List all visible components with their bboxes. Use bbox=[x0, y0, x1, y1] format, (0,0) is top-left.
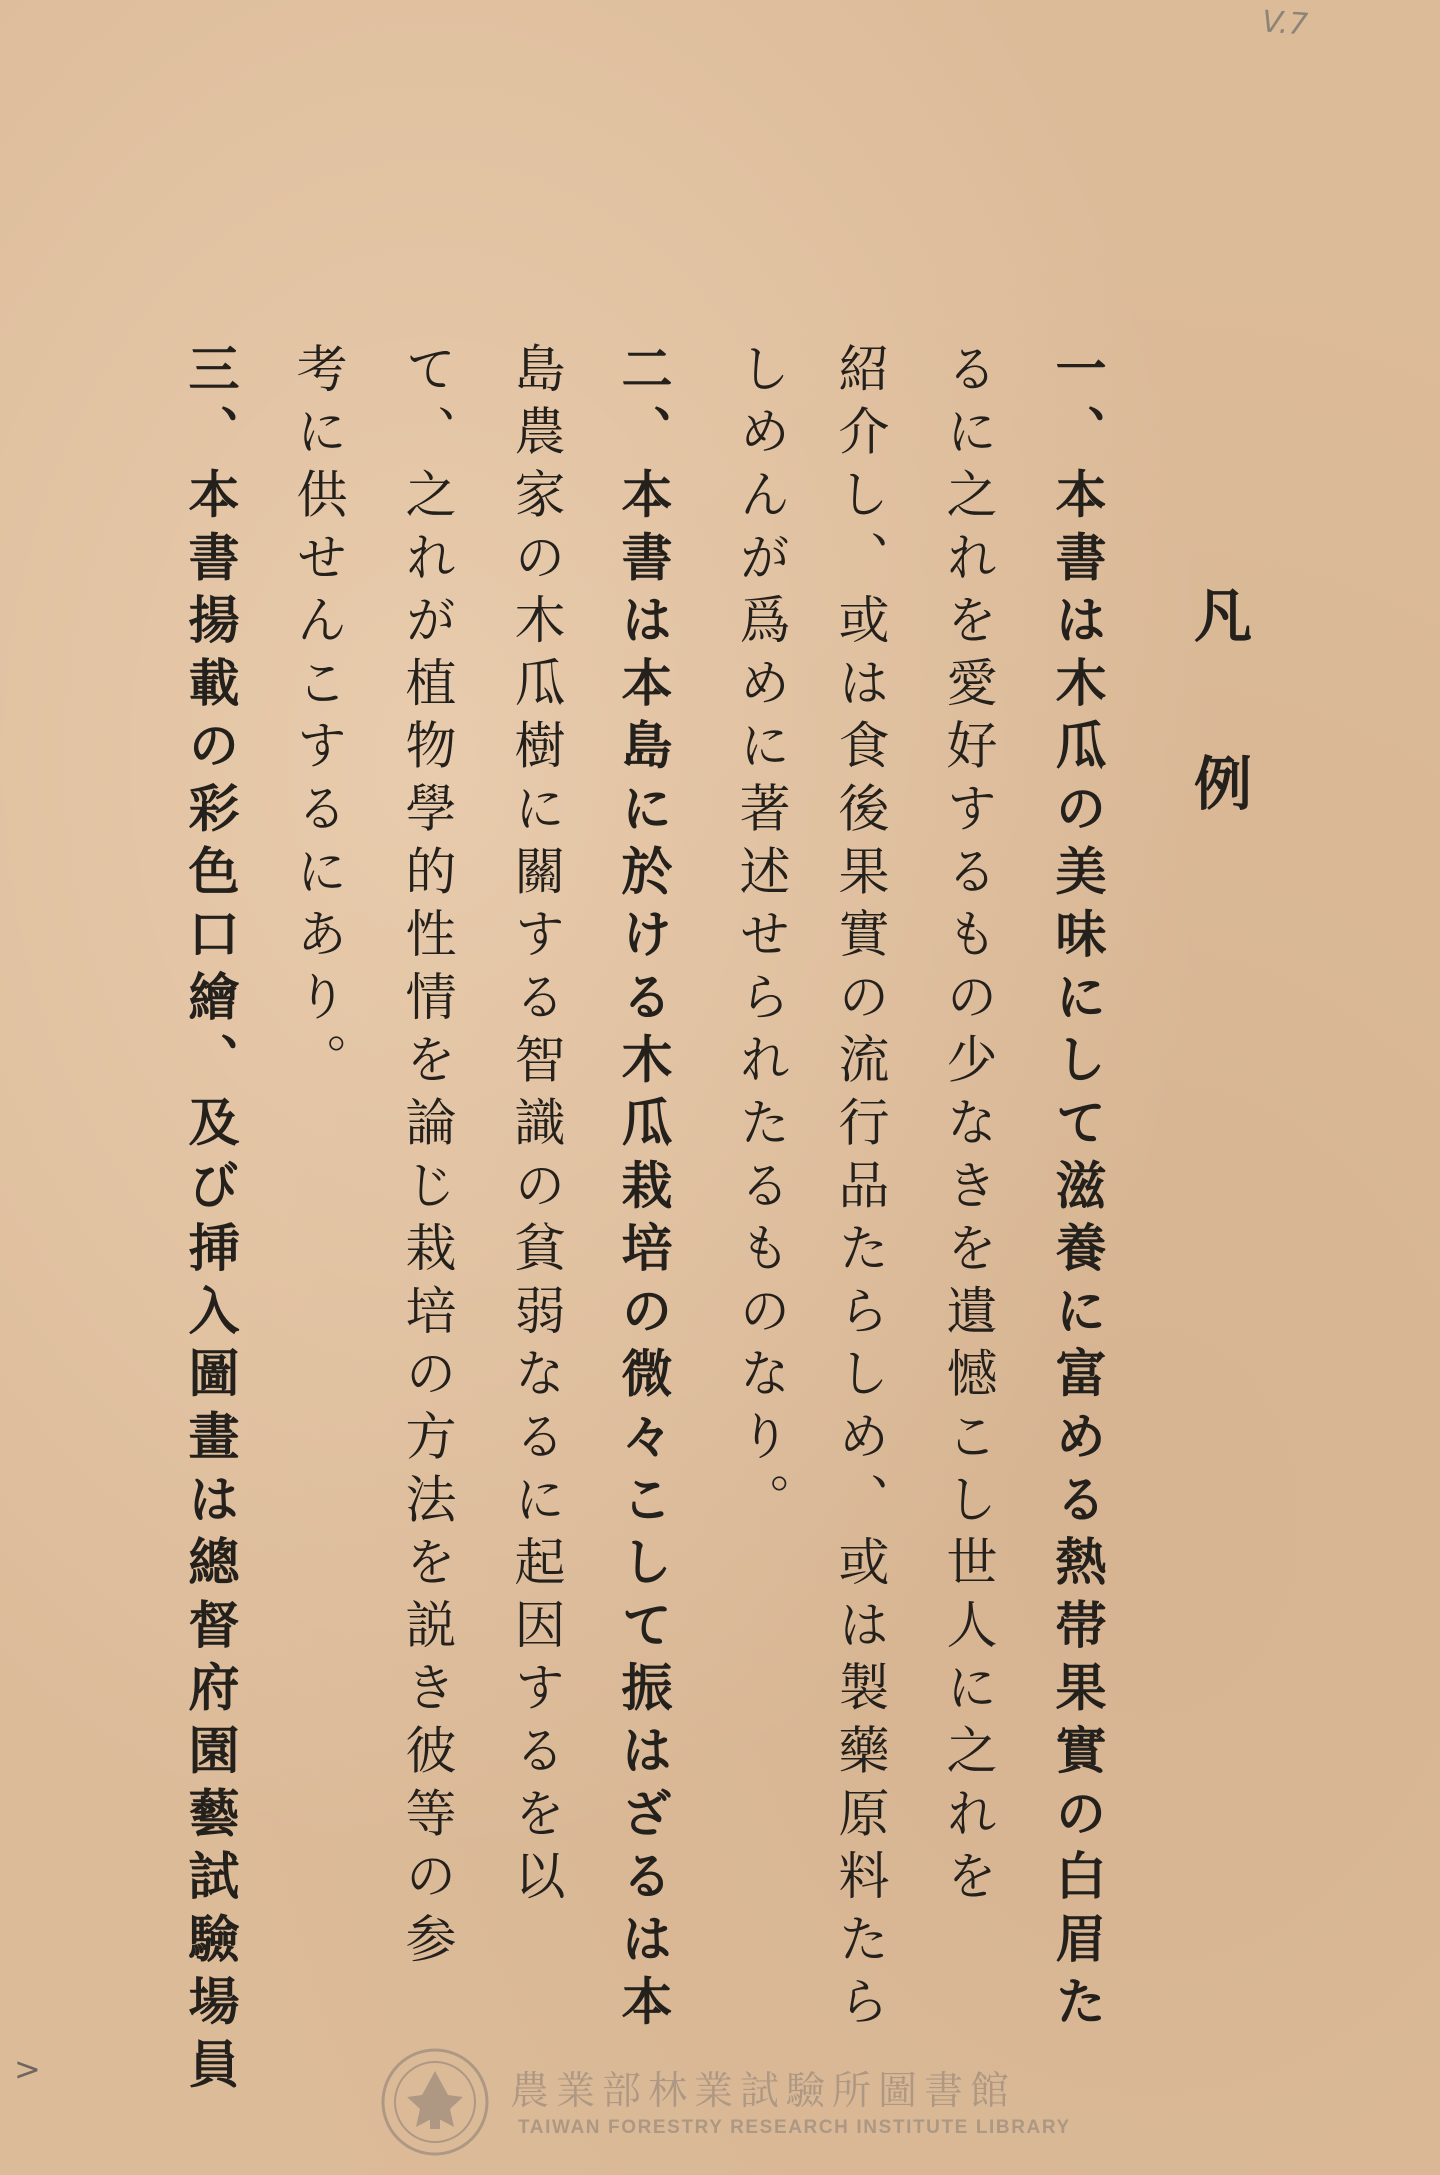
text-column-9: 三、本書揚載の彩色口繪、及び挿入圖畫は總督府園藝試驗場員 bbox=[179, 342, 239, 2101]
library-seal-icon bbox=[378, 2045, 493, 2160]
library-name-english: TAIWAN FORESTRY RESEARCH INSTITUTE LIBRARY bbox=[518, 2117, 1071, 2138]
library-watermark bbox=[378, 2045, 1078, 2160]
text-column-8: 考に供せんこするにあり。 bbox=[287, 342, 346, 1096]
text-column-5: 二、本書は本島に於ける木瓜栽培の微々こして振はざるは本 bbox=[612, 342, 672, 2038]
pencil-note: V.7 bbox=[1260, 4, 1309, 43]
text-column-4: しめんが爲めに著述せられたるものなり。 bbox=[730, 342, 789, 1536]
text-column-7: て、之れが植物學的性情を論じ栽培の方法を説き彼等の参 bbox=[396, 342, 455, 1975]
section-title: 凡例 bbox=[1184, 585, 1252, 921]
margin-mark: > bbox=[14, 2050, 41, 2088]
library-name-chinese: 農業部林業試驗所圖書館 bbox=[510, 2069, 1017, 2114]
text-column-6: 島農家の木瓜樹に關する智識の貧弱なるに起因するを以 bbox=[505, 342, 564, 1912]
text-column-3: 紹介し、或は食後果實の流行品たらしめ、或は製藥原料たら bbox=[829, 342, 888, 2038]
text-column-2: るに之れを愛好するもの少なきを遺憾こし世人に之れを bbox=[937, 342, 996, 1912]
text-column-1: 一、本書は木瓜の美味にして滋養に富める熱帯果實の白眉た bbox=[1046, 342, 1106, 2038]
